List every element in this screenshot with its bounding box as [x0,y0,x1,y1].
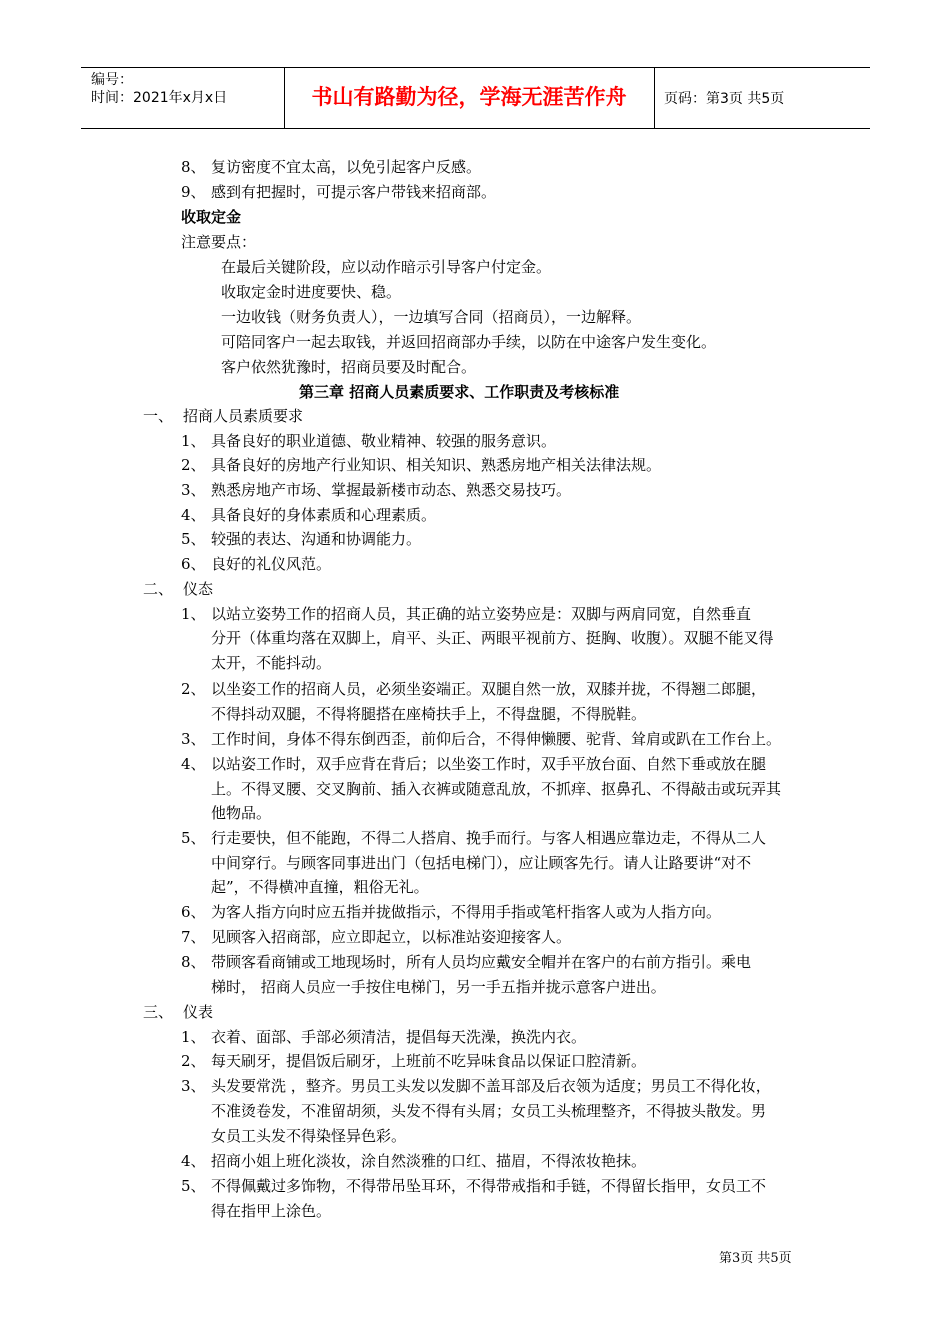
line-text: 第三章 招商人员素质要求、工作职责及考核标准 [299,383,620,401]
line-text: 不得抖动双腿，不得将腿搭在座椅扶手上，不得盘腿，不得脱鞋。 [211,705,647,723]
line-text: 良好的礼仪风范。 [211,555,332,573]
text-line [211,801,271,825]
line-text: 每天刷牙，提倡饭后刷牙，上班前不吃异味食品以保证口腔清新。 [211,1052,647,1070]
item-number: 7、 [181,928,206,946]
text-line [221,255,551,279]
line-text: 衣着、面部、手部必须清洁，提倡每天洗澡，换洗内衣。 [211,1028,587,1046]
item-number: 二、 [143,580,174,598]
line-text: 他物品。 [211,804,272,822]
text-line [211,975,666,999]
text-line [143,404,303,428]
item-number: 2、 [181,680,206,698]
number-label: 编号： [91,72,133,88]
text-line [211,626,774,650]
line-text: 不得佩戴过多饰物，不得带吊坠耳环，不得带戒指和手链，不得留长指甲，女员工不 [211,1177,767,1195]
text-line [211,875,429,899]
text-line [211,1124,406,1148]
item-number: 3、 [181,1077,206,1095]
page-number-label: 页码：第3页 共5页 [664,91,785,107]
text-line [211,777,781,801]
text-line [221,305,641,329]
line-text: 收取定金 [181,208,242,226]
item-number: 三、 [143,1003,174,1021]
page-footer: 第3页 共5页 [719,1251,792,1266]
item-number: 8、 [181,953,206,971]
item-number: 6、 [181,555,206,573]
item-number: 8、 [181,158,206,176]
line-text: 不准烫卷发，不准留胡须，头发不得有头屑；女员工头梳理整齐，不得披头散发。男 [211,1102,767,1120]
date-label: 时间：2021年x月x日 [91,90,228,106]
text-line [181,727,781,751]
text-line [143,577,213,601]
item-number: 2、 [181,456,206,474]
line-text: 收取定金时进度要快、稳。 [221,283,402,301]
text-line [181,925,571,949]
item-number: 5、 [181,530,206,548]
text-line [181,155,481,179]
line-text: 女员工头发不得染怪异色彩。 [211,1127,407,1145]
header-divider [654,68,655,128]
line-text: 见顾客入招商部，应立即起立，以标准站姿迎接客人。 [211,928,572,946]
line-text: 在最后关键阶段，应以动作暗示引导客户付定金。 [221,258,552,276]
line-text: 招商人员素质要求 [183,407,304,425]
text-line [181,1025,586,1049]
page-header [81,67,870,129]
line-text: 工作时间，身体不得东倒西歪，前仰后合，不得伸懒腰、驼背、耸肩或趴在工作台上。 [211,730,782,748]
line-text: 中间穿行。与顾客同事进出门（包括电梯门），应让顾客先行。请人让路要讲“对不 [211,854,752,872]
item-number: 一、 [143,407,174,425]
header-motto: 书山有路勤为径，学海无涯苦作舟 [311,85,627,109]
line-text: 具备良好的房地产行业知识、相关知识、熟悉房地产相关法律法规。 [211,456,662,474]
line-text: 较强的表达、沟通和协调能力。 [211,530,422,548]
item-number: 6、 [181,903,206,921]
item-number: 4、 [181,755,206,773]
line-text: 太开，不能抖动。 [211,654,332,672]
item-number: 1、 [181,605,206,623]
item-number: 5、 [181,1177,206,1195]
line-text: 带顾客看商铺或工地现场时，所有人员均应戴安全帽并在客户的右前方指引。乘电 [211,953,752,971]
line-text: 为客人指方向时应五指并拢做指示，不得用手指或笔杆指客人或为人指方向。 [211,903,722,921]
line-text: 一边收钱（财务负责人），一边填写合同（招商员），一边解释。 [221,308,642,326]
text-line [181,1174,766,1198]
line-text: 头发要常洗 ，整齐。男员工头发以发脚不盖耳部及后衣领为适度；男员工不得化妆， [211,1077,771,1095]
text-line [143,1000,213,1024]
line-text: 分开（体重均落在双脚上，肩平、头正、两眼平视前方、挺胸、收腹）。双腿不能叉得 [211,629,774,647]
line-text: 仪表 [183,1003,214,1021]
line-text: 可陪同客户一起去取钱，并返回招商部办手续，以防在中途客户发生变化。 [221,333,717,351]
line-text: 客户依然犹豫时，招商员要及时配合。 [221,358,477,376]
text-line [181,1149,646,1173]
text-line [221,280,401,304]
text-line [181,230,256,254]
text-line [181,950,751,974]
item-number: 1、 [181,1028,206,1046]
line-text: 起”，不得横冲直撞，粗俗无礼。 [211,878,429,896]
item-number: 1、 [181,432,206,450]
line-text: 招商小姐上班化淡妆，涂自然淡雅的口红、描眉，不得浓妆艳抹。 [211,1152,647,1170]
line-text: 仪态 [183,580,214,598]
text-line [211,851,751,875]
line-text: 以坐姿工作的招商人员，必须坐姿端正。双腿自然一放，双膝并拢，不得翘二郎腿， [211,680,767,698]
text-line [211,702,646,726]
text-line [181,527,421,551]
item-number: 3、 [181,730,206,748]
text-line [181,752,766,776]
line-text: 注意要点： [181,233,257,251]
text-line [181,900,721,924]
text-line [181,552,331,576]
text-line [211,651,331,675]
text-line [221,330,716,354]
item-number: 4、 [181,506,206,524]
text-line [221,355,476,379]
text-line [181,1049,646,1073]
text-line [181,478,571,502]
line-text: 梯时， 招商人员应一手按住电梯门，另一手五指并拢示意客户进出。 [211,978,666,996]
line-text: 熟悉房地产市场、掌握最新楼市动态、熟悉交易技巧。 [211,481,572,499]
line-text: 以站立姿势工作的招商人员，其正确的站立姿势应是：双脚与两肩同宽，自然垂直 [211,605,752,623]
text-line [181,503,436,527]
text-line [181,453,661,477]
header-info [91,71,227,107]
text-line [211,1199,331,1223]
item-number: 9、 [181,183,206,201]
item-number: 5、 [181,829,206,847]
text-line [181,677,766,701]
item-number: 3、 [181,481,206,499]
item-number: 4、 [181,1152,206,1170]
line-text: 上。不得叉腰、交叉胸前、插入衣裤或随意乱放，不抓痒、抠鼻孔、不得敲击或玩弄其 [211,780,782,798]
text-line [181,602,751,626]
line-text: 行走要快，但不能跑，不得二人搭肩、挽手而行。与客人相遇应靠边走，不得从二人 [211,829,767,847]
line-text: 复访密度不宜太高，以免引起客户反感。 [211,158,482,176]
line-text: 感到有把握时，可提示客户带钱来招商部。 [211,183,497,201]
line-text: 具备良好的职业道德、敬业精神、较强的服务意识。 [211,432,557,450]
item-number: 2、 [181,1052,206,1070]
text-line [181,205,241,229]
text-line [181,429,556,453]
text-line [211,1099,766,1123]
text-line [181,1074,771,1098]
line-text: 具备良好的身体素质和心理素质。 [211,506,437,524]
line-text: 以站姿工作时，双手应背在背后；以坐姿工作时，双手平放台面、自然下垂或放在腿 [211,755,767,773]
line-text: 得在指甲上涂色。 [211,1202,332,1220]
text-line [181,826,766,850]
text-line [181,180,496,204]
text-line [299,380,619,404]
